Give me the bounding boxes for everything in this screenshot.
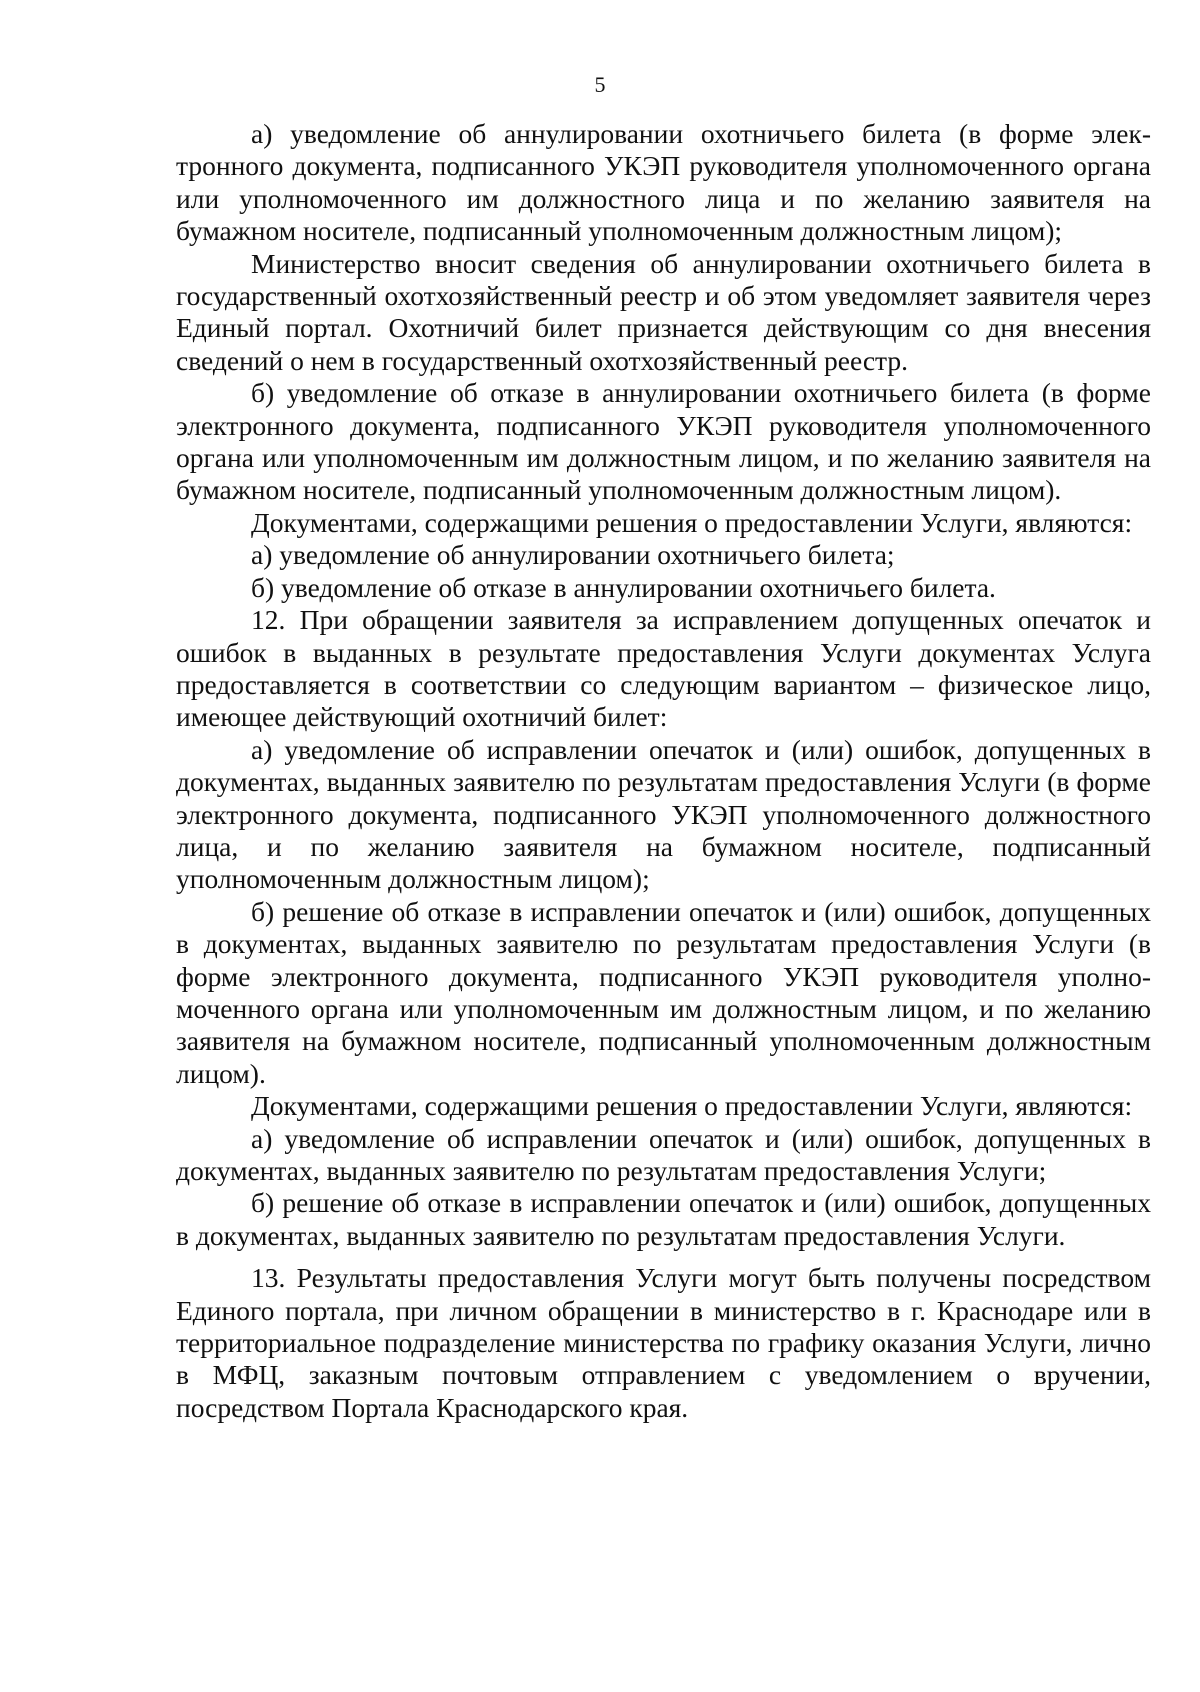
- paragraph-ministry-registry: Министерство вносит сведения об аннулировании охотничьего билета в государственный охотхозяйственный реестр и об этом уведомляет заявителя через Единый портал. Охотничий билет признается действующим со дня внесения сведений о нем в государственный охотхозяйственный реестр.: [176, 247, 1151, 376]
- paragraph-notice-annulment: а) уведомление об аннулировании охотничьего билета (в форме электронного документа, подписанного УКЭП руководителя уполномоченного органа или уполномоченного им должностного лица и по желанию заявителя на бумажном носителе, подписанный уполномоченным должностным лицом);: [176, 118, 1151, 247]
- paragraph-decision-item-a: а) уведомление об аннулировании охотничьего билета;: [251, 539, 895, 571]
- paragraph-section-12: 12. При обращении заявителя за исправлением допущенных опечаток и ошибок в выданных в результате предоставления Услуги документах Услуга предоставляется в соответствии со следующим вариантом – физическое лицо, имеющее действующий охотничий билет:: [176, 604, 1151, 733]
- paragraph-correction-refusal: б) решение об отказе в исправлении опечаток и (или) ошибок, допущенных в документах, выданных заявителю по результатам предоставления Услуги (в форме электронного документа, подписанного УКЭП руководителя уполномоченного органа или уполномоченным им должностным лицом, и по желанию заявителя на бумажном носителе, подписанный уполномоченным должностным лицом).: [176, 895, 1151, 1089]
- paragraph-decision-documents-intro-2: Документами, содержащими решения о предоставлении Услуги, являются:: [251, 1090, 1133, 1122]
- page-number: 5: [594, 72, 606, 97]
- paragraph-notice-refusal-annulment: б) уведомление об отказе в аннулировании охотничьего билета (в форме электронного документа, подписанного УКЭП руководителя уполномоченного органа или уполномоченным им должностным лицом, и по желанию заявителя на бумажном носителе, подписанный уполномоченным должностным лицом).: [176, 377, 1151, 506]
- document-body: [176, 118, 1151, 1424]
- paragraph-correction-notice: а) уведомление об исправлении опечаток и (или) ошибок, допущенных в документах, выданных заявителю по результатам предоставления Услуги (в форме электронного документа, подписанного УКЭП уполномоченного должностного лица, и по желанию заявителя на бумажном носителе, подписанный уполномоченным должностным лицом);: [176, 733, 1151, 895]
- paragraph-decision-documents-intro: Документами, содержащими решения о предоставлении Услуги, являются:: [251, 506, 1133, 538]
- paragraph-decision-item-a-2: а) уведомление об исправлении опечаток и (или) ошибок, допущенных в документах, выданных заявителю по результатам предоставления Услуги;: [176, 1122, 1151, 1186]
- paragraph-section-13: 13. Результаты предоставления Услуги могут быть получены посредством Единого портала, при личном обращении в министерство в г. Краснодаре или в территориальное подразделение министерства по графику оказания Услуги, лично в МФЦ, заказным почтовым отправлением с уведомлением о вручении, посредством Портала Краснодарского края.: [176, 1262, 1151, 1423]
- paragraph-decision-item-b: б) уведомление об отказе в аннулировании охотничьего билета.: [251, 571, 996, 603]
- paragraph-decision-item-b-2: б) решение об отказе в исправлении опечаток и (или) ошибок, допущенных в документах, выданных заявителю по результатам предоставления Услуги.: [176, 1187, 1151, 1251]
